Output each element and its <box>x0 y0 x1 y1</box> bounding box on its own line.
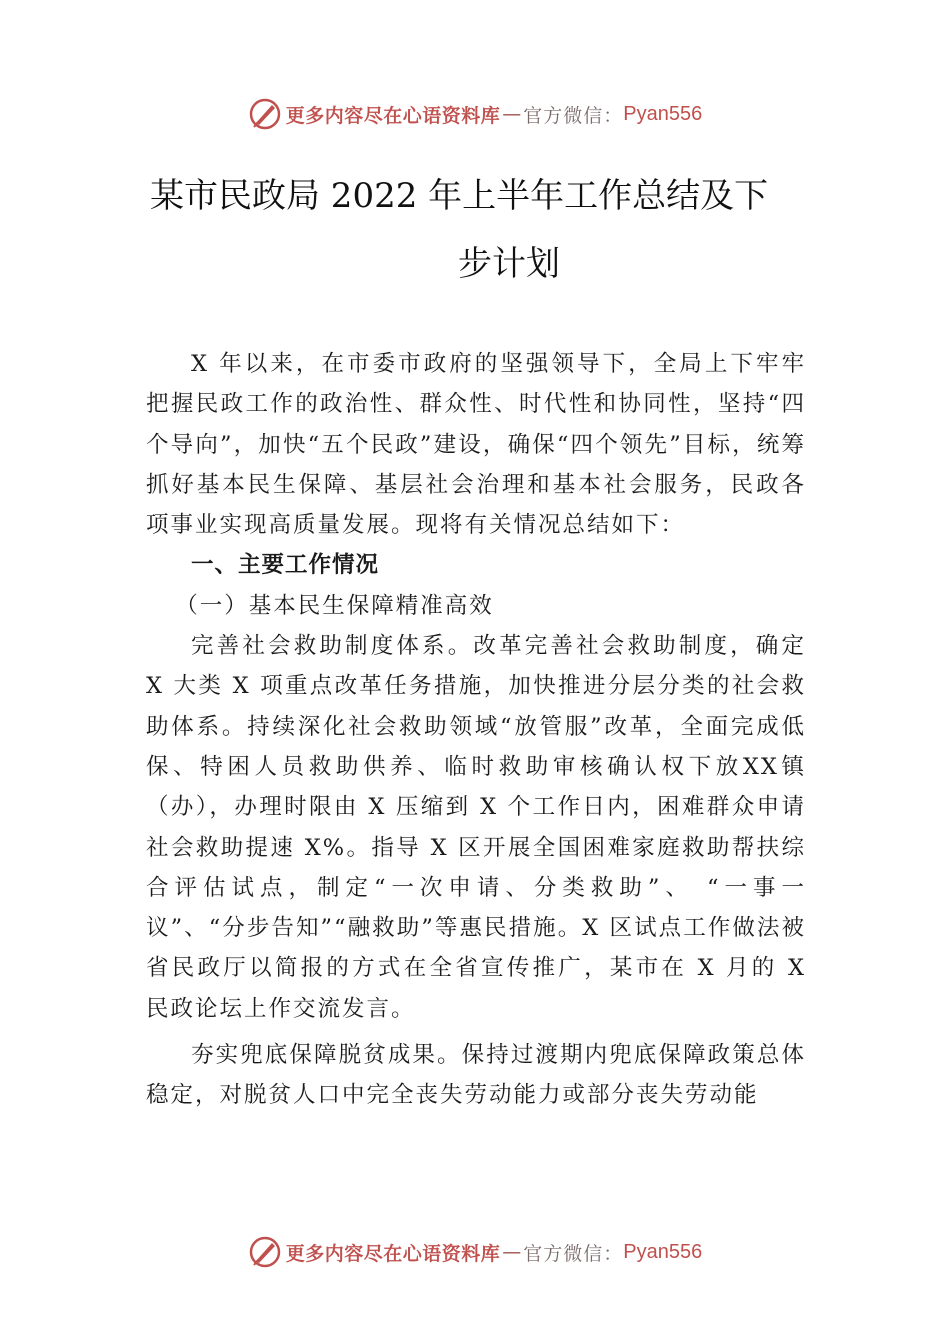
watermark-banner-bottom <box>0 1232 950 1272</box>
intro-paragraph: X 年以来，在市委市政府的坚强领导下，全局上下牢牢把握民政工作的政治性、群众性、时代性和协同性，坚持“四个导向”，加快“五个民政”建设，确保“四个领先”目标，统筹抓好基本民生保障、基层社会治理和基本社会服务，民政各项事业实现高质量发展。现将有关情况总结如下： <box>146 351 806 539</box>
watermark-wechat-id: Pyan556 <box>623 102 703 125</box>
watermark-dash: — <box>502 1241 522 1263</box>
watermark-text: 更多内容尽在心语资料库 <box>285 104 501 127</box>
paragraph-social-assistance: 完善社会救助制度体系。改革完善社会救助制度，确定 X 大类 X 项重点改革任务措施，加快推进分层分类的社会救助体系。持续深化社会救助领域“放管服”改革，全面完成低保、特困人员救助供养、临时救助审核确认权下放XX镇（办），办理时限由 X 压缩到 X 个工作日内，困难群众申请社会救助提速 X%。指导 X 区开展全国困难家庭救助帮扶综合评估试点，制定“一次申请、分类救助”、 “一事一议”、“分步告知”“融救助”等惠民措施。X 区试点工作做法被省民政厅以简报的方式在全省宣传推广，某市在 X 月的 X 民政论坛上作交流发言。 <box>146 633 806 1022</box>
subsection-heading: （一）基本民生保障精准高效 <box>175 592 494 619</box>
watermark-dash: — <box>502 103 522 125</box>
document-title-line1: 某市民政局 2022 年上半年工作总结及下 <box>150 176 769 216</box>
watermark-wechat-label: 官方微信： <box>523 104 624 127</box>
document-body <box>146 344 806 1116</box>
document-title-line2: 步计划 <box>458 244 560 284</box>
paragraph-poverty-safeguard: 夯实兜底保障脱贫成果。保持过渡期内兜底保障政策总体稳定，对脱贫人口中完全丧失劳动能力或部分丧失劳动能 <box>146 1042 806 1109</box>
section-heading: 一、主要工作情况 <box>191 552 380 579</box>
quill-logo-icon <box>248 1235 282 1269</box>
watermark-wechat-label: 官方微信： <box>523 1242 624 1265</box>
watermark-text: 更多内容尽在心语资料库 <box>285 1242 501 1265</box>
watermark-banner-top <box>0 94 950 134</box>
quill-logo-icon <box>248 97 282 131</box>
watermark-wechat-id: Pyan556 <box>623 1240 703 1263</box>
